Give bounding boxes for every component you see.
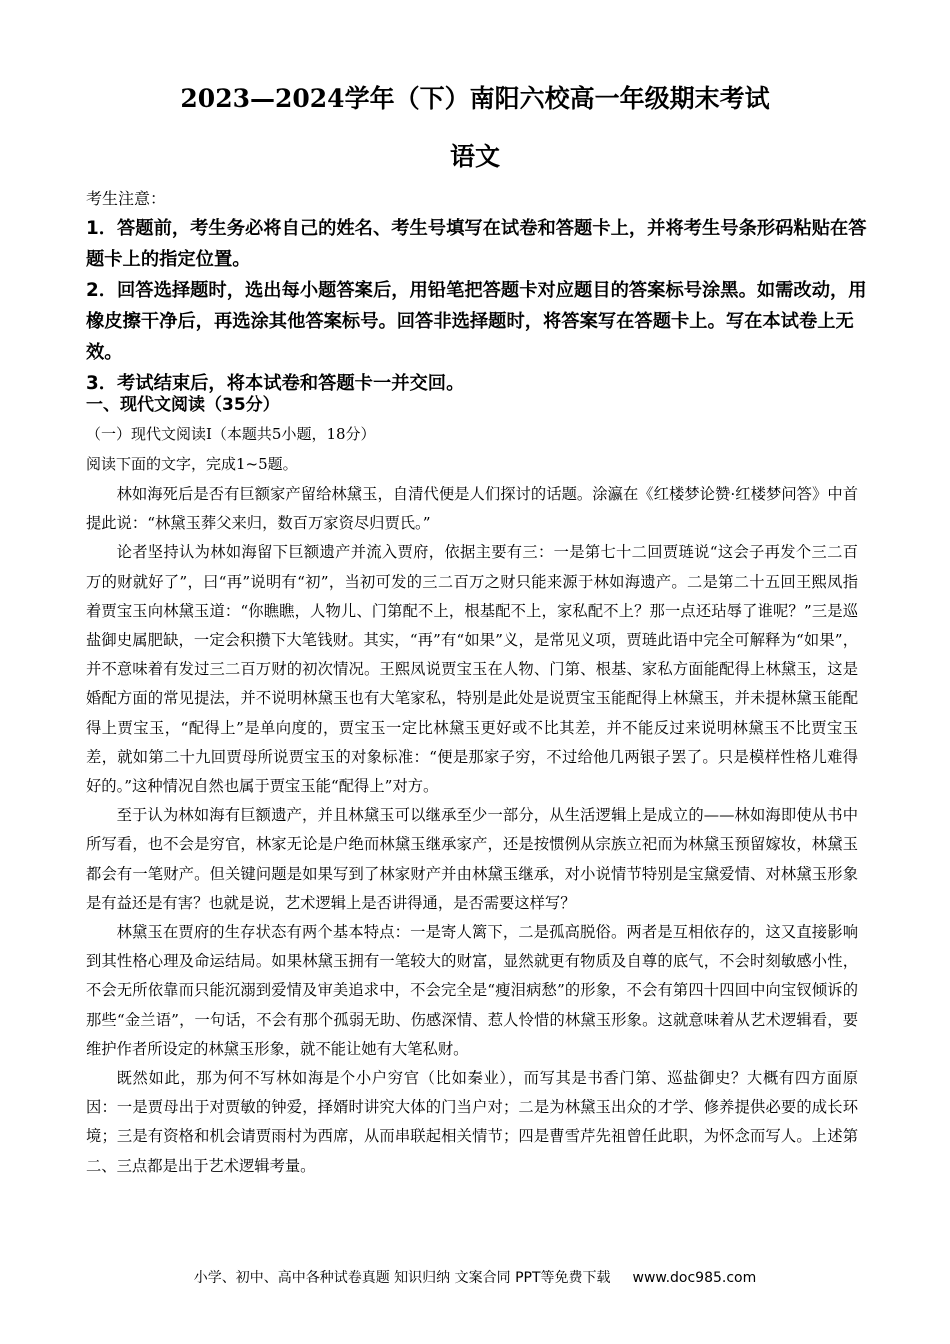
- reading-passage: [86, 480, 858, 1181]
- notice-item-2: 2．回答选择题时，选出每小题答案后，用铅笔把答题卡对应题目的答案标号涂黑。如需改动，用橡皮擦干净后，再选涂其他答案标号。回答非选择题时，将答案写在答题卡上。写在本试卷上无效。: [86, 280, 867, 363]
- notice-item-1: 1．答题前，考生务必将自己的姓名、考生号填写在试卷和答题卡上，并将考生号条形码粘贴在答题卡上的指定位置。: [86, 218, 867, 270]
- subject-title: 语文: [449, 142, 500, 171]
- passage-paragraph: 论者坚持认为林如海留下巨额遗产并流入贾府，依据主要有三：一是第七十二回贾琏说“这会子再发个三二百万的财就好了”，曰“再”说明有“初”，当初可发的三二百万之财只能来源于林如海遗产。二是第二十五回王熙凤指着贾宝玉向林黛玉道：“你瞧瞧，人物儿、门第配不上，根基配不上，家私配不上？那一点还玷辱了谁呢？”三是巡盐御史属肥缺，一定会积攒下大笔钱财。其实，“再”有“如果”义，是常见义项，贾琏此语中完全可解释为“如果”，并不意味着有发过三二百万财的初次情况。王熙凤说贾宝玉在人物、门第、根基、家私方面能配得上林黛玉，这是婚配方面的常见提法，并不说明林黛玉也有大笔家私，特别是此处是说贾宝玉能配得上林黛玉，并未提林黛玉能配得上贾宝玉，“配得上”是单向度的，贾宝玉一定比林黛玉更好或不比其差，并不能反过来说明林黛玉不比贾宝玉差，就如第二十九回贾母所说贾宝玉的对象标准：“便是那家子穷，不过给他几两银子罢了。只是模样性格儿难得好的。”这种情况自然也属于贾宝玉能“配得上”对方。: [86, 543, 858, 796]
- reading-instruction: 阅读下面的文字，完成1~5题。: [86, 455, 298, 473]
- subsection-title: （一）现代文阅读Ⅰ（本题共5小题，18分）: [86, 425, 376, 443]
- passage-paragraph: 至于认为林如海有巨额遗产，并且林黛玉可以继承至少一部分，从生活逻辑上是成立的——林如海即使从书中所写看，也不会是穷官，林家无论是户绝而林黛玉继承家产，还是按惯例从宗族立祀而为林黛玉预留嫁妆，林黛玉都会有一笔财产。但关键问题是如果写到了林家财产并由林黛玉继承，对小说情节特别是宝黛爱情、对林黛玉形象是有益还是有害？也就是说，艺术逻辑上是否讲得通，是否需要这样写？: [86, 806, 858, 912]
- footer-link[interactable]: www.doc985.com: [632, 1270, 757, 1286]
- notice-heading: 考生注意：: [86, 189, 167, 208]
- footer-text: 小学、初中、高中各种试卷真题 知识归纳 文案合同 PPT等免费下载: [193, 1270, 611, 1286]
- passage-paragraph: 林如海死后是否有巨额家产留给林黛玉，自清代便是人们探讨的话题。涂瀛在《红楼梦论赞·红楼梦问答》中首提此说：“林黛玉葬父来归，数百万家资尽归贾氏。”: [86, 485, 858, 533]
- page-footer: [0, 1267, 950, 1289]
- passage-paragraph: 既然如此，那为何不写林如海是个小户穷官（比如秦业），而写其是书香门第、巡盐御史？大概有四方面原因：一是贾母出于对贾敏的钟爱，择婿时讲究大体的门当户对；二是为林黛玉出众的才学、修养提供必要的成长环境；三是有资格和机会请贾雨村为西席，从而串联起相关情节；四是曹雪芹先祖曾任此职，为怀念而写人。上述第二、三点都是出于艺术逻辑考量。: [86, 1069, 858, 1175]
- exam-title: 2023—2024学年（下）南阳六校高一年级期末考试: [180, 84, 770, 113]
- section-title: 一、现代文阅读（35分）: [86, 395, 280, 415]
- notice-item-3: 3．考试结束后，将本试卷和答题卡一并交回。: [86, 373, 465, 394]
- candidate-notice: [86, 185, 876, 399]
- passage-paragraph: 林黛玉在贾府的生存状态有两个基本特点：一是寄人篱下，二是孤高脱俗。两者是互相依存的，这又直接影响到其性格心理及命运结局。如果林黛玉拥有一笔较大的财富，显然就更有物质及自尊的底气，不会时刻敏感小性，不会无所依靠而只能沉溺到爱情及审美追求中，不会完全是“瘦泪病愁”的形象，不会有第四十四回中向宝钗倾诉的那些“金兰语”，一句话，不会有那个孤弱无助、伤感深情、惹人怜惜的林黛玉形象。这就意味着从艺术逻辑看，要维护作者所设定的林黛玉形象，就不能让她有大笔私财。: [86, 923, 858, 1058]
